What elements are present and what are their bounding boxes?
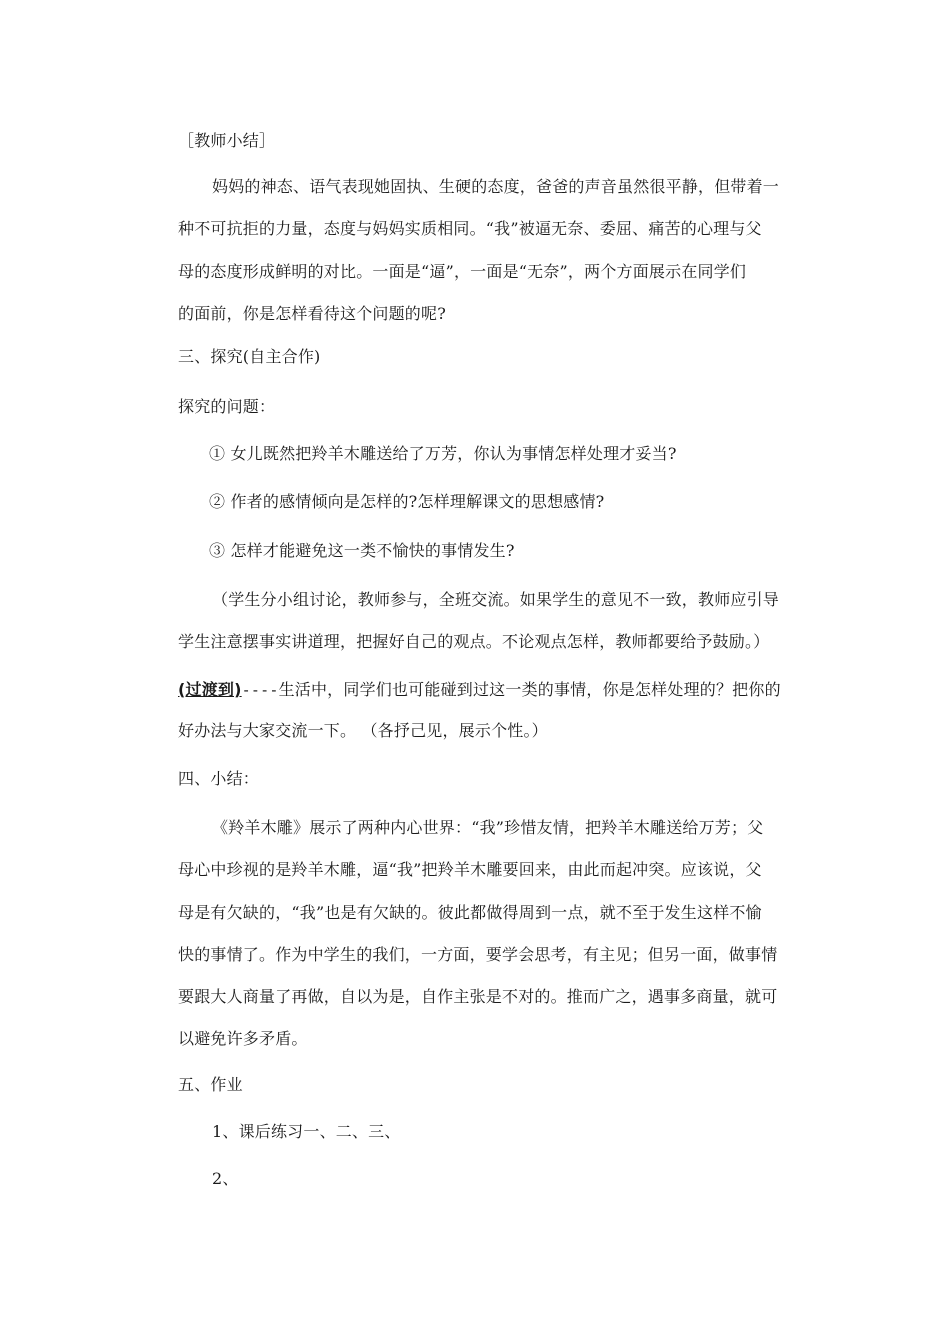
transition-label: (过渡到) (178, 680, 242, 699)
summary-line-4: 快的事情了。作为中学生的我们，一方面，要学会思考，有主见；但另一面，做事情 (178, 945, 778, 964)
summary-heading: 四、小结： (178, 769, 260, 788)
explore-questions-label: 探究的问题： (178, 397, 276, 416)
teacher-summary-line-4: 的面前，你是怎样看待这个问题的呢? (178, 304, 446, 323)
transition-dashes: ---- (241, 681, 279, 699)
summary-line-3: 母是有欠缺的，“我”也是有欠缺的。彼此都做得周到一点，就不至于发生这样不愉 (178, 903, 762, 922)
explore-question-2: ② 作者的感情倾向是怎样的?怎样理解课文的思想感情? (209, 492, 605, 511)
homework-heading: 五、作业 (178, 1075, 243, 1094)
explore-question-1: ① 女儿既然把羚羊木雕送给了万芳，你认为事情怎样处理才妥当? (209, 444, 677, 463)
explore-heading: 三、探究(自主合作) (178, 347, 321, 366)
teacher-summary-line-3: 母的态度形成鲜明的对比。一面是“逼”，一面是“无奈”，两个方面展示在同学们 (178, 262, 747, 281)
summary-line-5: 要跟大人商量了再做，自以为是，自作主张是不对的。推而广之，遇事多商量，就可 (178, 987, 778, 1006)
transition-text: 生活中，同学们也可能碰到过这一类的事情，你是怎样处理的？把你的 (278, 680, 781, 699)
teacher-summary-line-1: 妈妈的神态、语气表现她固执、生硬的态度，爸爸的声音虽然很平静，但带着一 (212, 177, 780, 196)
homework-item-2: 2、 (212, 1169, 239, 1188)
teacher-summary-heading: ［教师小结］ (178, 131, 276, 150)
homework-item-1: 1、课后练习一、二、三、 (212, 1122, 401, 1141)
transition-line-1 (178, 680, 781, 700)
summary-line-6: 以避免许多矛盾。 (178, 1029, 308, 1048)
summary-line-2: 母心中珍视的是羚羊木雕，逼“我”把羚羊木雕要回来，由此而起冲突。应该说，父 (178, 860, 762, 879)
explore-note-line-1: （学生分小组讨论，教师参与，全班交流。如果学生的意见不一致，教师应引导 (212, 590, 780, 609)
explore-question-3: ③ 怎样才能避免这一类不愉快的事情发生? (209, 541, 515, 560)
transition-line-2: 好办法与大家交流一下。 （各抒己见，展示个性。） (178, 721, 548, 740)
summary-line-1: 《羚羊木雕》展示了两种内心世界：“我”珍惜友情，把羚羊木雕送给万芳；父 (212, 818, 764, 837)
explore-note-line-2: 学生注意摆事实讲道理，把握好自己的观点。不论观点怎样，教师都要给予鼓励。） (178, 632, 770, 651)
teacher-summary-line-2: 种不可抗拒的力量，态度与妈妈实质相同。“我”被逼无奈、委屈、痛苦的心理与父 (178, 219, 762, 238)
